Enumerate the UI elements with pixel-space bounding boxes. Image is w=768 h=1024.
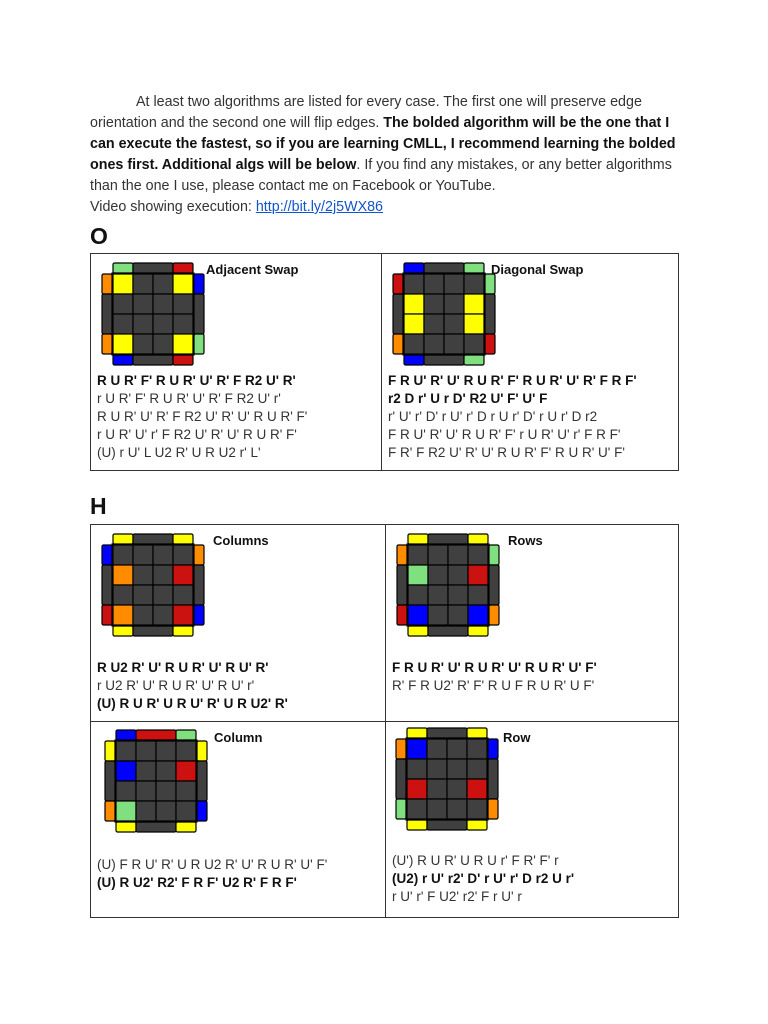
face-sticker (173, 294, 193, 314)
side-sticker-bottom (176, 822, 196, 832)
algorithm: (U2) r U' r2' D' r U' r' D r2 U r' (392, 871, 575, 886)
side-sticker-top (136, 730, 176, 740)
face-sticker (156, 781, 176, 801)
side-sticker-left (102, 565, 112, 605)
face-sticker (153, 274, 173, 294)
algorithm: (U') R U R' U R U r' F R' F' r (392, 853, 559, 868)
face-sticker (467, 739, 487, 759)
alg-list (392, 852, 676, 906)
algorithm: F R U' R' U' R U R' F' R U R' U' R' F R F' (388, 373, 637, 388)
algorithm: (U) R U R' U R U' R' U R U2' R' (97, 696, 288, 711)
case-name: Rows (508, 533, 543, 548)
side-sticker-left (397, 605, 407, 625)
face-sticker (153, 605, 173, 625)
face-sticker (448, 605, 468, 625)
side-sticker-left (102, 334, 112, 354)
face-sticker (153, 565, 173, 585)
side-sticker-top (176, 730, 196, 740)
side-sticker-right (488, 799, 498, 819)
face-sticker (444, 274, 464, 294)
side-sticker-bottom (464, 355, 484, 365)
face-sticker (133, 605, 153, 625)
side-sticker-bottom (113, 355, 133, 365)
side-sticker-left (105, 741, 115, 761)
face-sticker (173, 605, 193, 625)
face-sticker (408, 585, 428, 605)
side-sticker-right (485, 274, 495, 294)
cube-diagram (394, 532, 502, 638)
face-sticker (447, 779, 467, 799)
side-sticker-left (397, 545, 407, 565)
face-sticker (136, 801, 156, 821)
side-sticker-left (396, 799, 406, 819)
side-sticker-right (194, 274, 204, 294)
side-sticker-top (173, 263, 193, 273)
side-sticker-top (113, 534, 133, 544)
face-sticker (176, 741, 196, 761)
face-sticker (424, 274, 444, 294)
side-sticker-top (133, 534, 173, 544)
face-sticker (153, 314, 173, 334)
side-sticker-bottom (428, 626, 468, 636)
face-sticker (407, 779, 427, 799)
side-sticker-bottom (136, 822, 176, 832)
algorithm: r U' r' F U2' r2' F r U' r (392, 889, 522, 904)
face-sticker (464, 334, 484, 354)
side-sticker-top (407, 728, 427, 738)
algorithm: r2 D r' U r D' R2 U' F' U' F (388, 391, 548, 406)
face-sticker (448, 565, 468, 585)
side-sticker-top (428, 534, 468, 544)
face-sticker (404, 274, 424, 294)
face-sticker (133, 274, 153, 294)
cases-table-h (90, 524, 679, 918)
side-sticker-top (113, 263, 133, 273)
face-sticker (173, 585, 193, 605)
alg-list (388, 372, 676, 462)
face-sticker (428, 585, 448, 605)
face-sticker (153, 294, 173, 314)
face-sticker (133, 314, 153, 334)
face-sticker (176, 801, 196, 821)
intro-bold-text: The bolded algorithm will be the one that I can execute the fastest, so if you are learning CMLL, I recommend learning the bolded ones first. Additional algs will be below (90, 115, 676, 173)
side-sticker-top (133, 263, 173, 273)
algorithm: r U R' F' R U R' U' R' F R2 U' r' (97, 391, 281, 406)
face-sticker (116, 761, 136, 781)
face-sticker (464, 294, 484, 314)
face-sticker (444, 294, 464, 314)
face-sticker (424, 294, 444, 314)
face-sticker (133, 545, 153, 565)
side-sticker-left (105, 761, 115, 801)
face-sticker (427, 759, 447, 779)
face-sticker (408, 605, 428, 625)
algorithm: (U) R U2' R2' F R F' U2 R' F R F' (97, 875, 297, 890)
cube-diagram (102, 728, 210, 834)
cube-diagram (99, 261, 207, 367)
face-sticker (133, 294, 153, 314)
face-sticker (156, 761, 176, 781)
algorithm: F R U R' U' R U R' U' R U R' U' F' (392, 660, 597, 675)
side-sticker-bottom (408, 626, 428, 636)
algorithm: r' U' r' D' r U' r' D r U r' D' r U r' D r2 (388, 409, 598, 424)
side-sticker-left (396, 739, 406, 759)
face-sticker (467, 759, 487, 779)
face-sticker (113, 294, 133, 314)
side-sticker-left (102, 545, 112, 565)
intro-text-end: . If you find any mistakes, or any better algorithms than the one I use, please contact me on Facebook or YouTube. (90, 157, 672, 194)
cube-diagram (99, 532, 207, 638)
side-sticker-bottom (427, 820, 467, 830)
algorithm: R U R' U' R' F R2 U' R' U' R U R' F' (97, 409, 308, 424)
side-sticker-right (485, 334, 495, 354)
face-sticker (153, 334, 173, 354)
side-sticker-bottom (113, 626, 133, 636)
side-sticker-top (427, 728, 467, 738)
face-sticker (444, 314, 464, 334)
side-sticker-bottom (173, 355, 193, 365)
side-sticker-top (408, 534, 428, 544)
case-cell (386, 525, 679, 722)
algorithm: r U2 R' U' R U R' U' R U' r' (97, 678, 255, 693)
side-sticker-right (489, 545, 499, 565)
face-sticker (113, 274, 133, 294)
case-name: Column (214, 730, 263, 745)
side-sticker-top (464, 263, 484, 273)
face-sticker (467, 779, 487, 799)
face-sticker (467, 799, 487, 819)
face-sticker (133, 585, 153, 605)
face-sticker (153, 545, 173, 565)
face-sticker (468, 605, 488, 625)
face-sticker (136, 761, 156, 781)
face-sticker (113, 585, 133, 605)
face-sticker (404, 334, 424, 354)
cases-table-o (90, 253, 679, 471)
face-sticker (176, 781, 196, 801)
face-sticker (116, 801, 136, 821)
side-sticker-right (197, 761, 207, 801)
face-sticker (113, 314, 133, 334)
face-sticker (113, 334, 133, 354)
side-sticker-right (489, 605, 499, 625)
side-sticker-right (194, 545, 204, 565)
face-sticker (428, 545, 448, 565)
side-sticker-right (488, 739, 498, 759)
algorithm: F R' F R2 U' R' U' R U R' F' R U R' U' F' (388, 445, 625, 460)
case-name: Columns (213, 533, 269, 548)
face-sticker (153, 585, 173, 605)
side-sticker-right (194, 334, 204, 354)
side-sticker-right (194, 294, 204, 334)
side-sticker-left (397, 565, 407, 605)
face-sticker (136, 781, 156, 801)
side-sticker-left (102, 274, 112, 294)
side-sticker-right (485, 294, 495, 334)
face-sticker (116, 741, 136, 761)
algorithm: r U R' U' r' F R2 U' R' U' R U R' F' (97, 427, 297, 442)
side-sticker-right (489, 565, 499, 605)
alg-list (97, 372, 379, 462)
face-sticker (464, 314, 484, 334)
face-sticker (173, 334, 193, 354)
side-sticker-right (197, 741, 207, 761)
side-sticker-right (197, 801, 207, 821)
side-sticker-bottom (116, 822, 136, 832)
side-sticker-top (116, 730, 136, 740)
face-sticker (428, 565, 448, 585)
face-sticker (408, 565, 428, 585)
face-sticker (427, 779, 447, 799)
face-sticker (136, 741, 156, 761)
face-sticker (444, 334, 464, 354)
case-cell (386, 722, 679, 918)
face-sticker (404, 314, 424, 334)
side-sticker-left (393, 294, 403, 334)
side-sticker-left (102, 294, 112, 334)
video-link[interactable]: http://bit.ly/2j5WX86 (255, 199, 384, 215)
case-name: Diagonal Swap (491, 262, 584, 277)
face-sticker (468, 545, 488, 565)
face-sticker (427, 739, 447, 759)
face-sticker (113, 545, 133, 565)
intro-text: At least two algorithms are listed for every case. The first one will preserve edge orientation and the second one will flip edges. (90, 94, 642, 131)
face-sticker (468, 585, 488, 605)
face-sticker (113, 605, 133, 625)
alg-list (97, 659, 383, 713)
side-sticker-right (194, 605, 204, 625)
face-sticker (156, 801, 176, 821)
cube-diagram (393, 726, 501, 832)
case-name: Row (503, 730, 531, 745)
side-sticker-left (102, 605, 112, 625)
side-sticker-bottom (404, 355, 424, 365)
side-sticker-right (488, 759, 498, 799)
face-sticker (428, 605, 448, 625)
section-title-o: O (90, 223, 108, 249)
side-sticker-bottom (133, 626, 173, 636)
face-sticker (407, 759, 427, 779)
face-sticker (424, 334, 444, 354)
face-sticker (173, 274, 193, 294)
face-sticker (133, 565, 153, 585)
case-cell (91, 525, 386, 722)
face-sticker (173, 565, 193, 585)
algorithm: (U) F R U' R' U R U2 R' U' R U R' U' F' (97, 857, 328, 872)
side-sticker-top (173, 534, 193, 544)
side-sticker-bottom (467, 820, 487, 830)
side-sticker-top (424, 263, 464, 273)
side-sticker-left (393, 334, 403, 354)
face-sticker (464, 274, 484, 294)
face-sticker (156, 741, 176, 761)
algorithm: (U) r U' L U2 R' U R U2 r' L' (97, 445, 261, 460)
algorithm: R U2 R' U' R U R' U' R U' R' (97, 660, 269, 675)
video-label: Video showing execution: (90, 199, 256, 215)
cube-diagram (390, 261, 498, 367)
face-sticker (447, 739, 467, 759)
case-cell (382, 254, 679, 471)
face-sticker (447, 799, 467, 819)
intro-paragraph (90, 92, 680, 218)
face-sticker (424, 314, 444, 334)
alg-list (97, 856, 383, 892)
side-sticker-bottom (424, 355, 464, 365)
case-cell (91, 254, 382, 471)
case-name: Adjacent Swap (206, 262, 299, 277)
algorithm: R' F R U2' R' F' R U F R U R' U F' (392, 678, 595, 693)
face-sticker (404, 294, 424, 314)
face-sticker (116, 781, 136, 801)
face-sticker (133, 334, 153, 354)
face-sticker (447, 759, 467, 779)
face-sticker (468, 565, 488, 585)
face-sticker (407, 739, 427, 759)
algorithm: R U R' F' R U R' U' R' F R2 U' R' (97, 373, 296, 388)
alg-list (392, 659, 676, 695)
face-sticker (427, 799, 447, 819)
face-sticker (408, 545, 428, 565)
section-title-h: H (90, 493, 107, 519)
side-sticker-bottom (407, 820, 427, 830)
side-sticker-bottom (468, 626, 488, 636)
face-sticker (113, 565, 133, 585)
side-sticker-right (194, 565, 204, 605)
side-sticker-left (396, 759, 406, 799)
side-sticker-bottom (173, 626, 193, 636)
side-sticker-left (393, 274, 403, 294)
case-cell (91, 722, 386, 918)
face-sticker (176, 761, 196, 781)
side-sticker-top (467, 728, 487, 738)
face-sticker (448, 545, 468, 565)
side-sticker-top (468, 534, 488, 544)
face-sticker (173, 314, 193, 334)
face-sticker (448, 585, 468, 605)
side-sticker-left (105, 801, 115, 821)
side-sticker-bottom (133, 355, 173, 365)
face-sticker (407, 799, 427, 819)
face-sticker (173, 545, 193, 565)
algorithm: F R U' R' U' R U R' F' r U R' U' r' F R F' (388, 427, 621, 442)
side-sticker-top (404, 263, 424, 273)
